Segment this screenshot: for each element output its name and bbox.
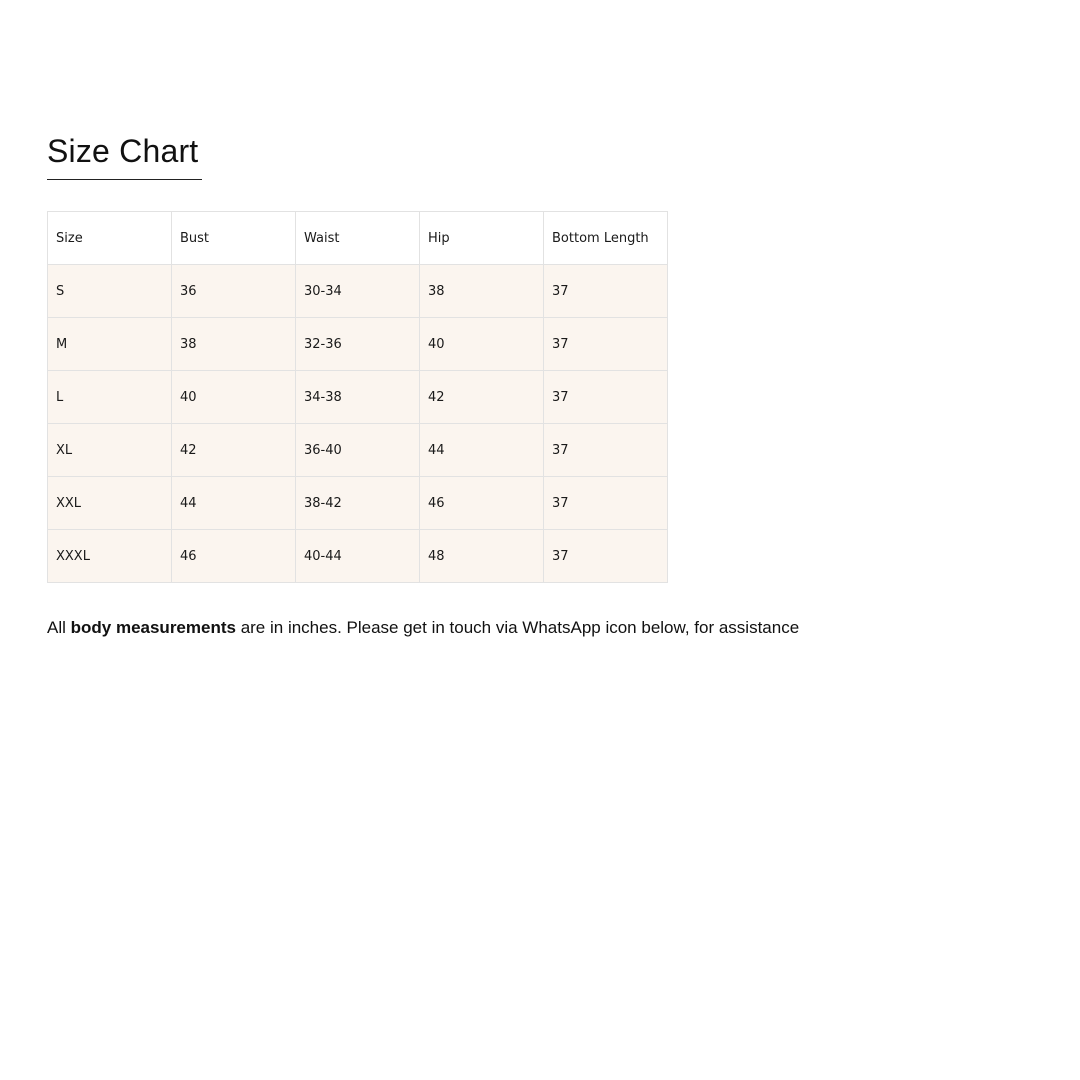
table-row — [48, 265, 668, 318]
cell-waist: 30-34 — [296, 265, 420, 318]
cell-size: M — [48, 318, 172, 371]
cell-hip: 46 — [420, 477, 544, 530]
table-header-row — [48, 212, 668, 265]
cell-size: S — [48, 265, 172, 318]
cell-bottom-length: 37 — [544, 371, 668, 424]
title-underline — [47, 179, 202, 180]
cell-hip: 40 — [420, 318, 544, 371]
cell-bottom-length: 37 — [544, 477, 668, 530]
cell-hip: 44 — [420, 424, 544, 477]
cell-hip: 42 — [420, 371, 544, 424]
table-row — [48, 371, 668, 424]
header-size: Size — [48, 212, 172, 265]
cell-bottom-length: 37 — [544, 530, 668, 583]
note-suffix: are in inches. Please get in touch via WhatsApp icon below, for assistance — [235, 618, 800, 637]
note-emphasis: body measurements — [70, 618, 236, 637]
table-row — [48, 424, 668, 477]
cell-waist: 36-40 — [296, 424, 420, 477]
header-hip: Hip — [420, 212, 544, 265]
cell-bust: 36 — [172, 265, 296, 318]
cell-size: XXXL — [48, 530, 172, 583]
cell-size: XL — [48, 424, 172, 477]
cell-bottom-length: 37 — [544, 318, 668, 371]
cell-bust: 38 — [172, 318, 296, 371]
note-prefix: All — [47, 618, 71, 637]
cell-waist: 40-44 — [296, 530, 420, 583]
cell-bust: 40 — [172, 371, 296, 424]
cell-bottom-length: 37 — [544, 424, 668, 477]
cell-size: L — [48, 371, 172, 424]
cell-waist: 38-42 — [296, 477, 420, 530]
header-bottom-length: Bottom Length — [544, 212, 668, 265]
cell-bust: 46 — [172, 530, 296, 583]
cell-hip: 48 — [420, 530, 544, 583]
measurement-note — [47, 617, 799, 639]
table-row — [48, 530, 668, 583]
cell-bust: 44 — [172, 477, 296, 530]
cell-hip: 38 — [420, 265, 544, 318]
cell-bust: 42 — [172, 424, 296, 477]
cell-waist: 32-36 — [296, 318, 420, 371]
page-title: Size Chart — [47, 133, 199, 169]
cell-bottom-length: 37 — [544, 265, 668, 318]
header-waist: Waist — [296, 212, 420, 265]
table-row — [48, 318, 668, 371]
cell-size: XXL — [48, 477, 172, 530]
cell-waist: 34-38 — [296, 371, 420, 424]
size-chart-table — [47, 211, 668, 583]
header-bust: Bust — [172, 212, 296, 265]
table-row — [48, 477, 668, 530]
